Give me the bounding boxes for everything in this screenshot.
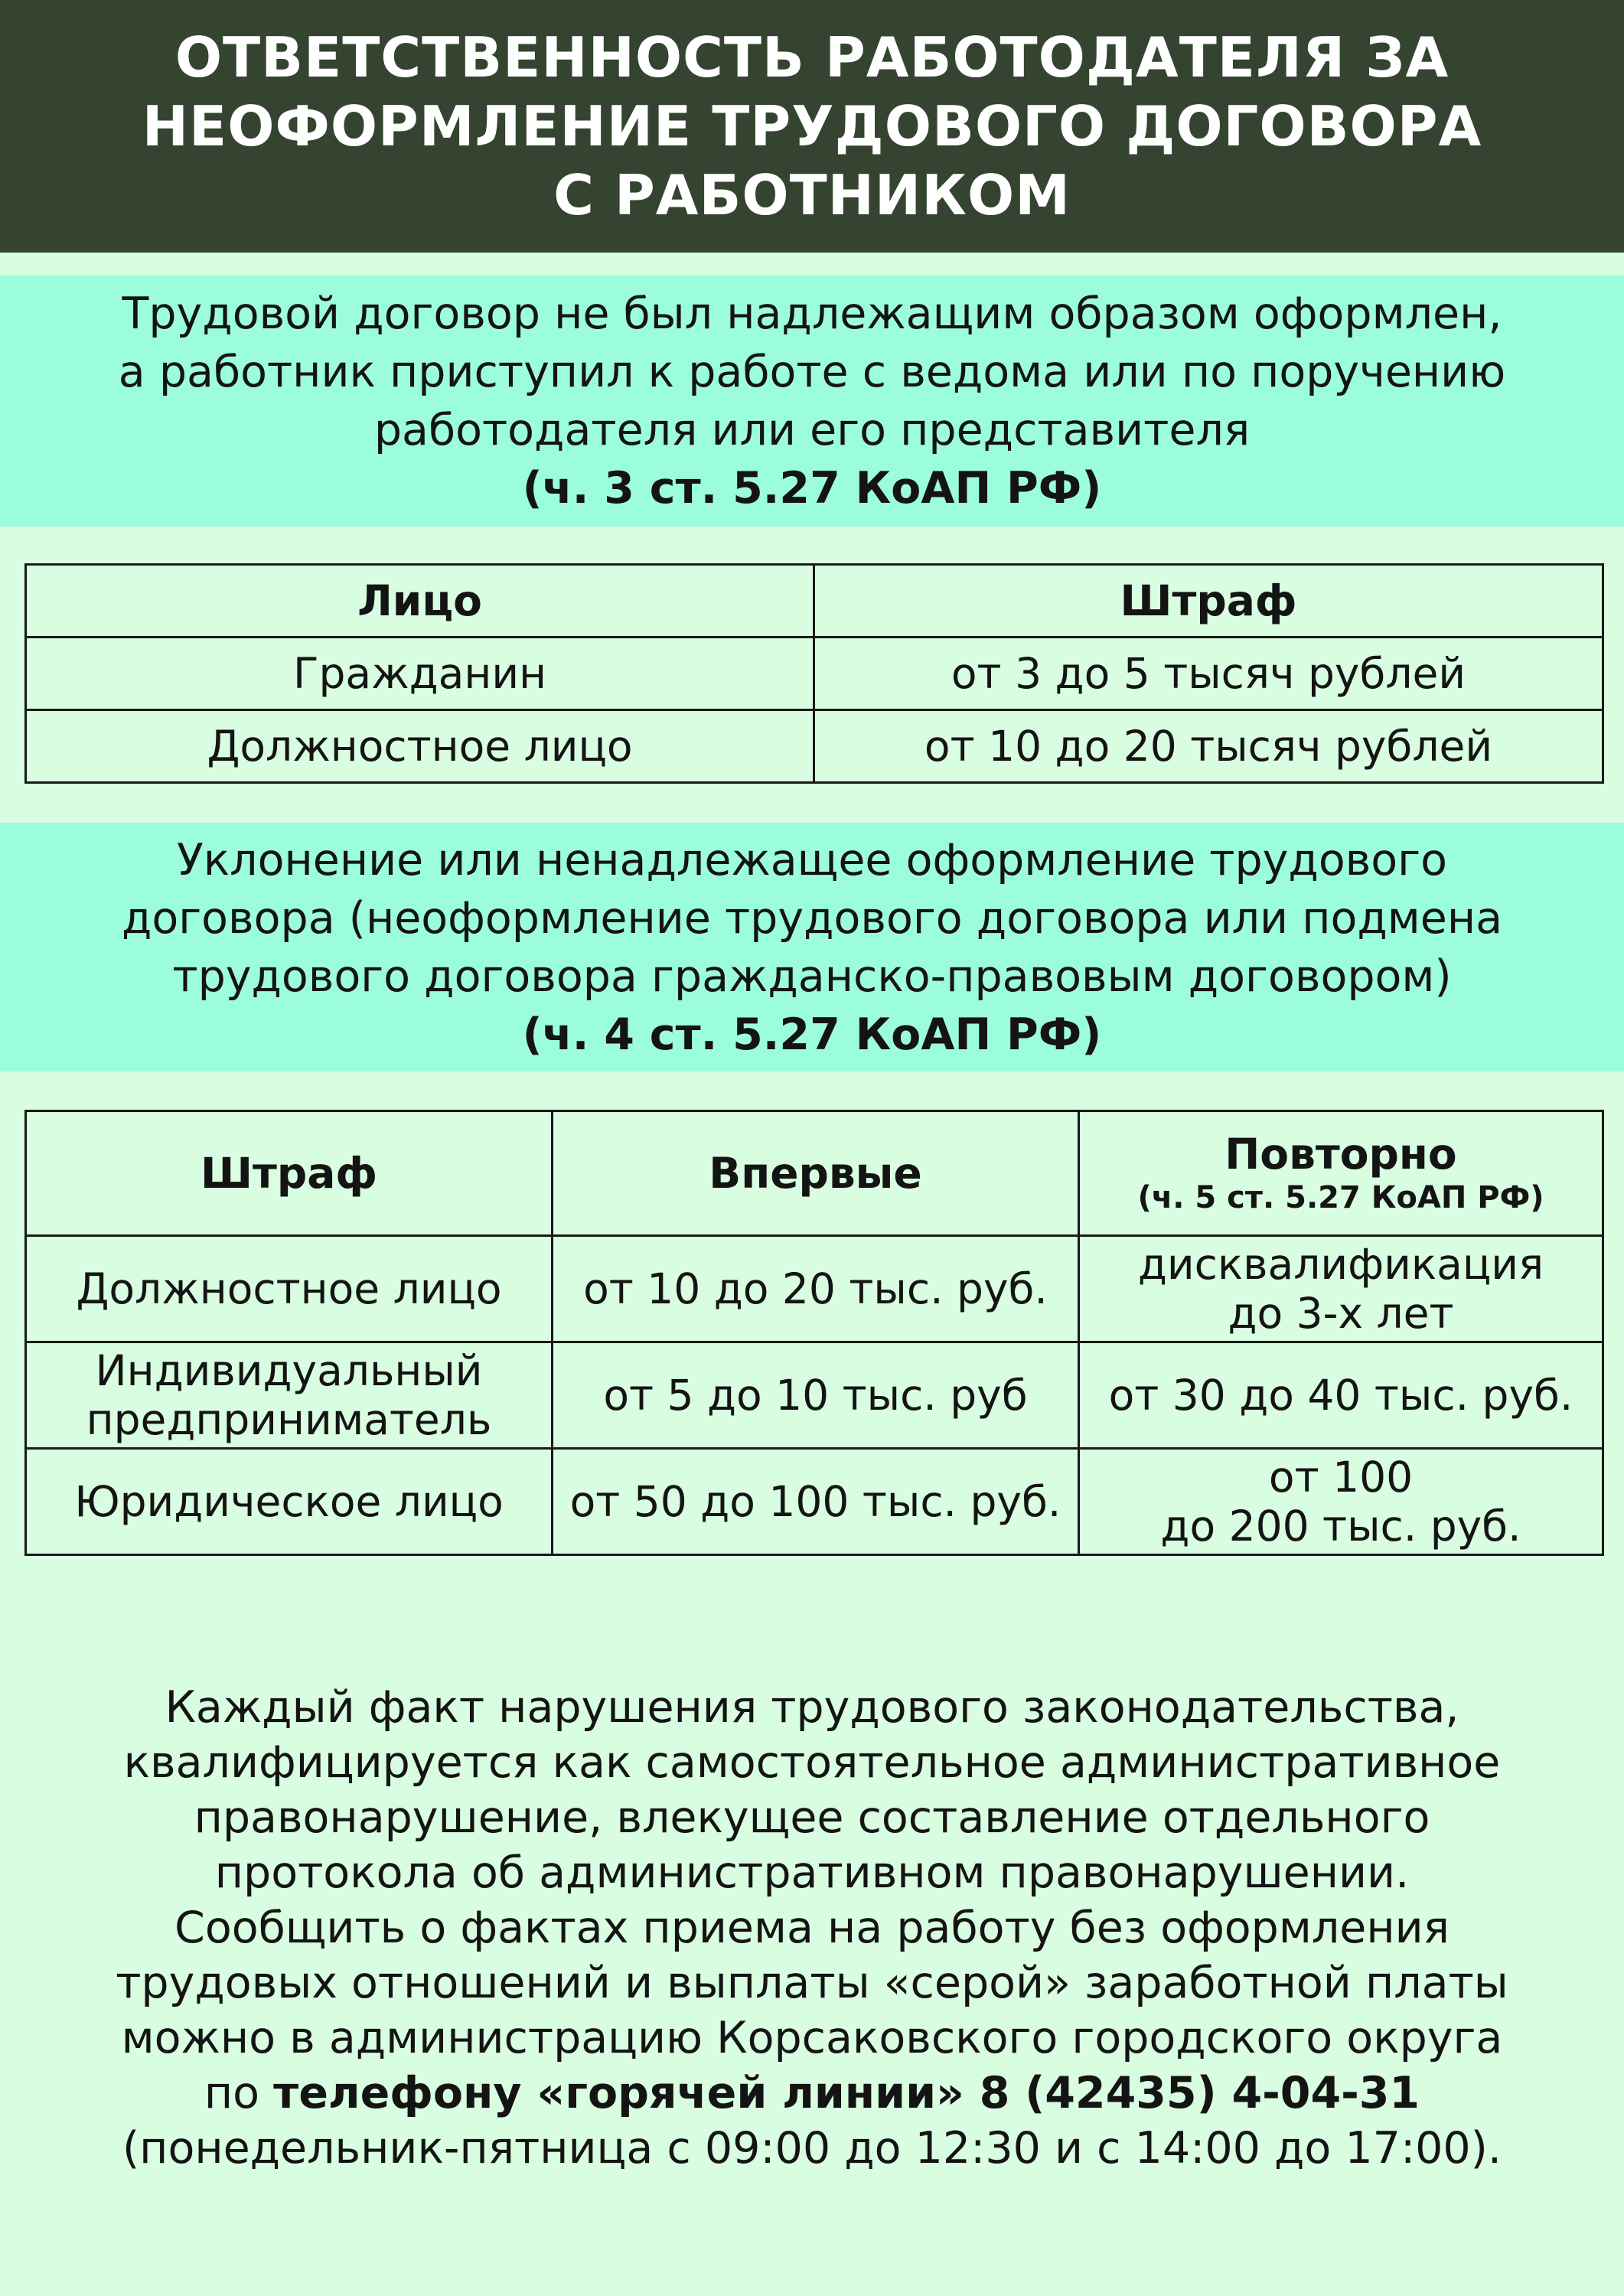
cell-line: от 30 до 40 тыс. руб. [1108, 1371, 1573, 1420]
title-line: С РАБОТНИКОМ [553, 163, 1071, 227]
fines-table-1 [24, 563, 1604, 784]
title-line: НЕОФОРМЛЕНИЕ ТРУДОВОГО ДОГОВОРА [142, 94, 1482, 158]
cell-line: до 3-х лет [1228, 1289, 1454, 1338]
violation-description-2 [0, 823, 1624, 1071]
column-header: Лицо [26, 565, 814, 638]
column-header-label: Повторно [1225, 1130, 1457, 1179]
subject-cell: Должностное лицо [26, 710, 814, 783]
law-reference: (ч. 5 ст. 5.27 КоАП РФ) [1137, 1180, 1544, 1215]
cell-line: Юридическое лицо [74, 1477, 504, 1526]
subject-cell: Гражданин [26, 638, 814, 710]
table-row [26, 1342, 1603, 1449]
page-title [0, 0, 1624, 253]
table-row [26, 1449, 1603, 1555]
first-fine-cell [553, 1236, 1079, 1342]
description-line: договора (неоформление трудового договора или подмена [121, 892, 1503, 944]
table-row [26, 710, 1603, 783]
table-row [26, 1236, 1603, 1342]
notice-line: протокола об административном правонарушении. [214, 1848, 1410, 1898]
law-reference: (ч. 4 ст. 5.27 КоАП РФ) [522, 1009, 1102, 1060]
title-line: ОТВЕТСТВЕННОСТЬ РАБОТОДАТЕЛЯ ЗА [174, 25, 1450, 90]
notice-line: правонарушение, влекущее составление отдельного [194, 1792, 1430, 1843]
working-hours: (понедельник-пятница с 09:00 до 12:30 и с 14:00 до 17:00). [122, 2123, 1502, 2174]
notice-line: квалифицируется как самостоятельное административное [123, 1737, 1501, 1788]
column-header-repeat [1079, 1111, 1603, 1236]
cell-line: Индивидуальный [95, 1346, 483, 1395]
hotline-phone: телефону «горячей линии» 8 (42435) 4-04-31 [273, 2068, 1420, 2118]
hotline-prefix: по [204, 2068, 274, 2118]
cell-line: от 5 до 10 тыс. руб [603, 1371, 1028, 1420]
repeat-fine-cell [1079, 1236, 1603, 1342]
first-fine-cell [553, 1342, 1079, 1449]
notice-line: Каждый факт нарушения трудового законодательства, [165, 1682, 1459, 1733]
cell-line: от 50 до 100 тыс. руб. [569, 1477, 1061, 1526]
cell-line: от 10 до 20 тыс. руб. [583, 1264, 1048, 1313]
table-header-row [26, 565, 1603, 638]
subject-cell [26, 1342, 553, 1449]
cell-line: предприниматель [86, 1395, 492, 1444]
notice-line: можно в администрацию Корсаковского городского округа [121, 2013, 1503, 2063]
description-line: Уклонение или ненадлежащее оформление трудового [177, 834, 1447, 885]
law-reference: (ч. 3 ст. 5.27 КоАП РФ) [522, 463, 1102, 514]
cell-line: до 200 тыс. руб. [1160, 1502, 1521, 1551]
table-row [26, 638, 1603, 710]
repeat-fine-cell [1079, 1449, 1603, 1555]
repeat-fine-cell [1079, 1342, 1603, 1449]
notice-line: Сообщить о фактах приема на работу без оформления [174, 1903, 1450, 1953]
description-line: Трудовой договор не был надлежащим образом оформлен, [122, 289, 1502, 339]
column-header: Штраф [814, 565, 1603, 638]
fines-table-2 [24, 1110, 1604, 1556]
table-header-row [26, 1111, 1603, 1236]
first-fine-cell [553, 1449, 1079, 1555]
notice-line: трудовых отношений и выплаты «серой» заработной платы [116, 1958, 1508, 2008]
violation-description-1 [0, 276, 1624, 527]
fine-cell: от 3 до 5 тысяч рублей [814, 638, 1603, 710]
cell-line: от 100 [1268, 1453, 1414, 1502]
subject-cell [26, 1449, 553, 1555]
description-line: а работник приступил к работе с ведома или по поручению [118, 347, 1506, 397]
subject-cell [26, 1236, 553, 1342]
column-header: Штраф [26, 1111, 553, 1236]
cell-line: дисквалификация [1137, 1240, 1544, 1289]
column-header: Впервые [553, 1111, 1079, 1236]
description-line: трудового договора гражданско-правовым договором) [172, 951, 1452, 1002]
cell-line: Должностное лицо [76, 1264, 502, 1313]
footer-notice [0, 1680, 1624, 2176]
hotline-line [0, 2066, 1624, 2121]
fine-cell: от 10 до 20 тысяч рублей [814, 710, 1603, 783]
description-line: работодателя или его представителя [373, 405, 1251, 455]
